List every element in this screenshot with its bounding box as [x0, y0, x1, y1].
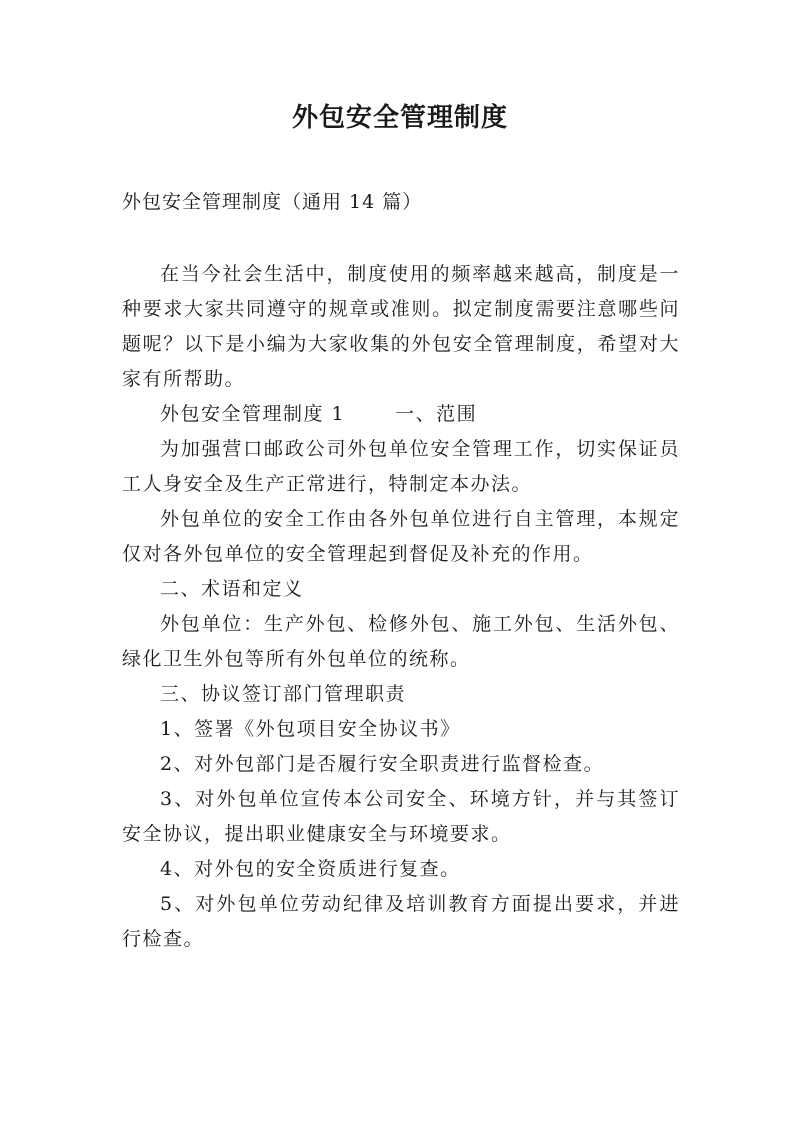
intro-paragraph: 在当今社会生活中，制度使用的频率越来越高，制度是一种要求大家共同遵守的规章或准则。拟定制度需要注意哪些问题呢？以下是小编为大家收集的外包安全管理制度，希望对大家有所帮助。 — [122, 263, 680, 390]
section-title: 三、协议签订部门管理职责 — [160, 683, 407, 705]
section-heading: 外包安全管理制度 1 — [160, 403, 346, 425]
paragraph: 为加强营口邮政公司外包单位安全管理工作，切实保证员工人身安全及生产正常进行，特制定本办法。 — [122, 438, 680, 495]
paragraph: 外包单位的安全工作由各外包单位进行自主管理，本规定仅对各外包单位的安全管理起到督促及补充的作用。 — [122, 508, 680, 565]
document-subtitle: 外包安全管理制度（通用 14 篇） — [122, 191, 423, 213]
list-item: 3、对外包单位宣传本公司安全、环境方针，并与其签订安全协议，提出职业健康安全与环境要求。 — [122, 788, 680, 845]
section-heading-line — [122, 397, 680, 432]
document-title: 外包安全管理制度 — [291, 103, 508, 133]
list-item: 5、对外包单位劳动纪律及培训教育方面提出要求，并进行检查。 — [122, 893, 680, 950]
list-item: 1、签署《外包项目安全协议书》 — [160, 718, 461, 740]
section-title: 二、术语和定义 — [160, 578, 304, 600]
paragraph: 外包单位：生产外包、检修外包、施工外包、生活外包、绿化卫生外包等所有外包单位的统称。 — [122, 613, 680, 670]
list-item: 2、对外包部门是否履行安全职责进行监督检查。 — [160, 753, 605, 775]
list-item: 4、对外包的安全资质进行复查。 — [160, 858, 461, 880]
document-body — [122, 257, 680, 957]
section-title: 一、范围 — [395, 403, 478, 425]
